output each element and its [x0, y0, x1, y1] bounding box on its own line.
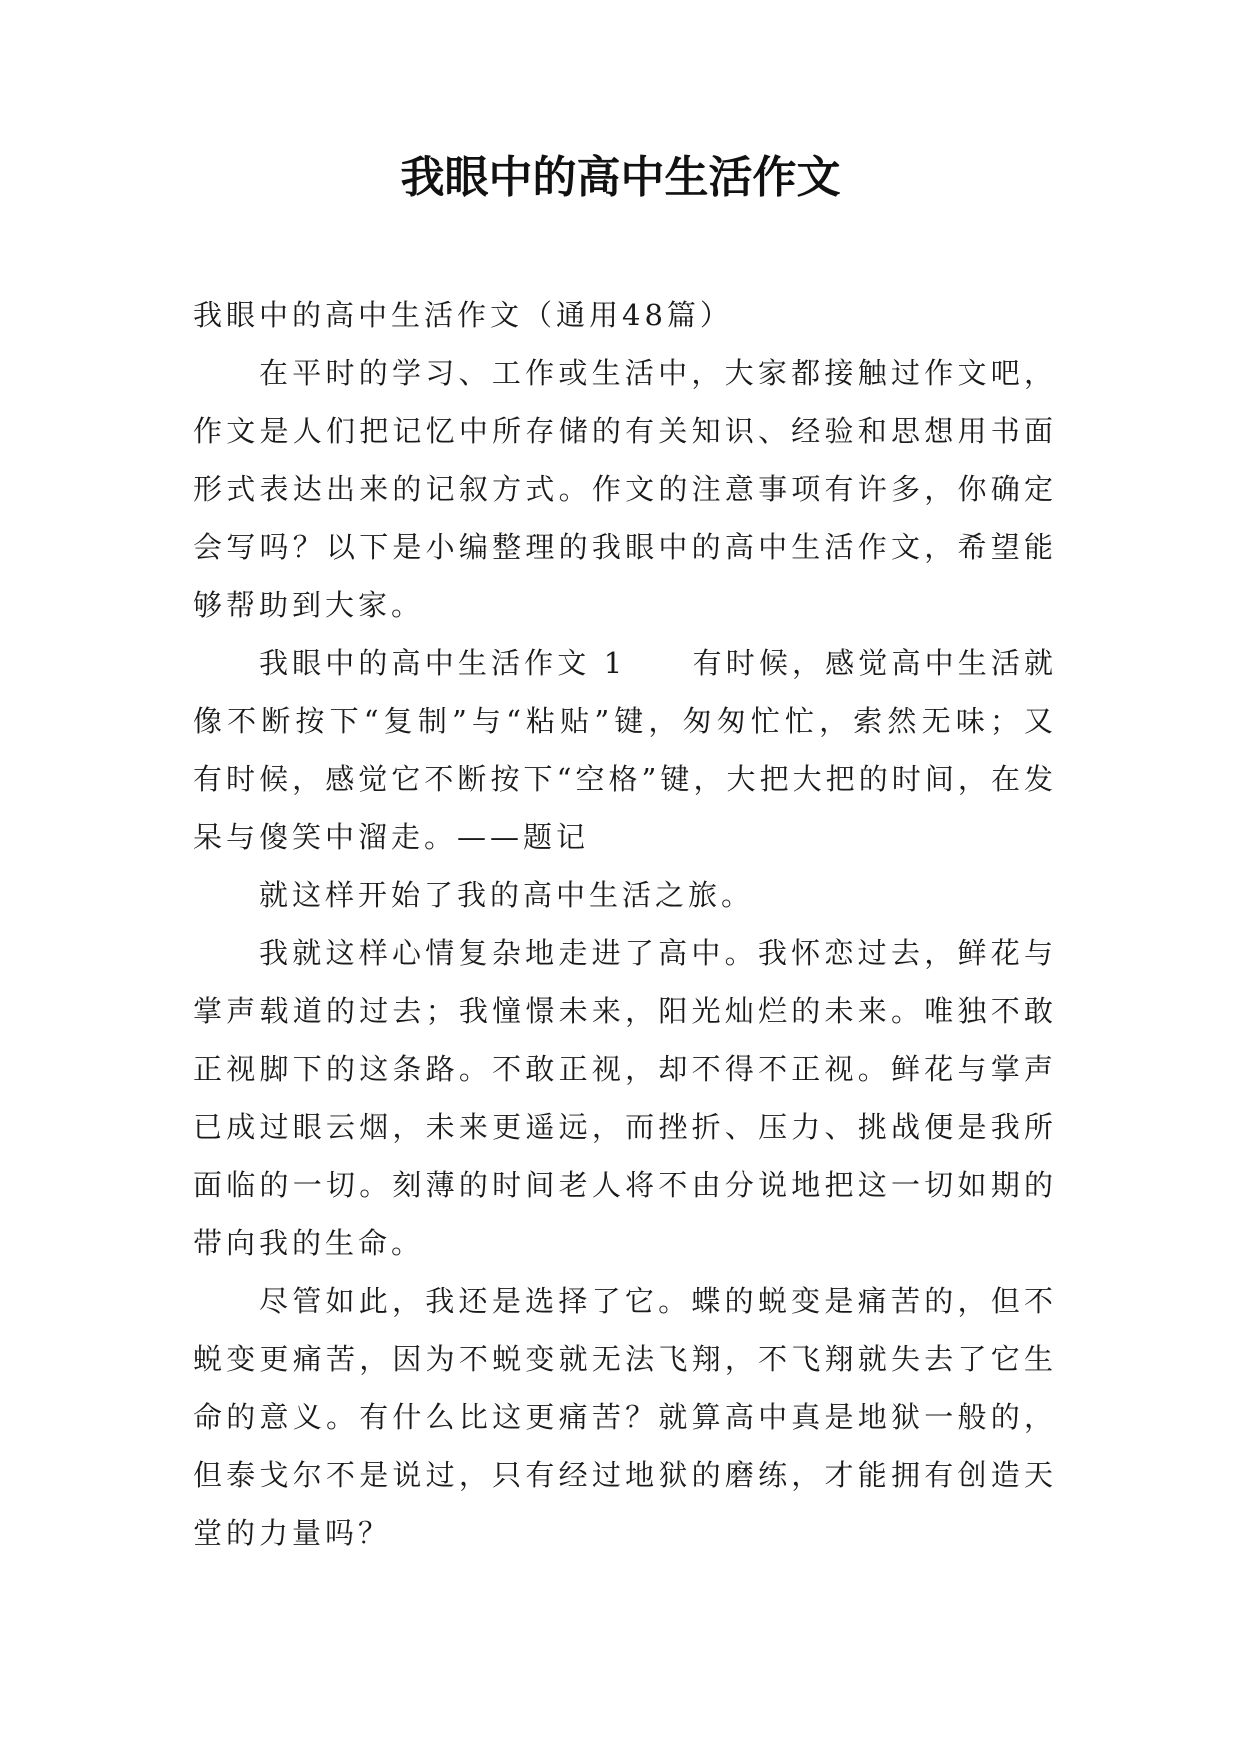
body-paragraph: 我就这样心情复杂地走进了高中。我怀恋过去，鲜花与掌声载道的过去；我憧憬未来，阳光灿烂的未来。唯独不敢正视脚下的这条路。不敢正视，却不得不正视。鲜花与掌声已成过眼云烟，未来更遥远，而挫折、压力、挑战便是我所面临的一切。刻薄的时间老人将不由分说地把这一切如期的带向我的生命。 [193, 936, 1057, 1260]
body-paragraph: 尽管如此，我还是选择了它。蝶的蜕变是痛苦的，但不蜕变更痛苦，因为不蜕变就无法飞翔，不飞翔就失去了它生命的意义。有什么比这更痛苦？就算高中真是地狱一般的，但泰戈尔不是说过，只有经过地狱的磨练，才能拥有创造天堂的力量吗？ [193, 1284, 1057, 1550]
subtitle-paragraph: 我眼中的高中生活作文（通用48篇） [193, 298, 733, 332]
body-paragraph: 就这样开始了我的高中生活之旅。 [259, 878, 755, 912]
intro-paragraph: 在平时的学习、工作或生活中，大家都接触过作文吧，作文是人们把记忆中所存储的有关知识、经验和思想用书面形式表达出来的记叙方式。作文的注意事项有许多，你确定会写吗？以下是小编整理的我眼中的高中生活作文，希望能够帮助到大家。 [193, 356, 1057, 622]
document-body [193, 286, 1057, 1562]
essay-1-opening-paragraph: 我眼中的高中生活作文 1 有时候，感觉高中生活就像不断按下“复制”与“粘贴”键，匆匆忙忙，索然无味；又有时候，感觉它不断按下“空格”键，大把大把的时间，在发呆与傻笑中溜走。——题记 [193, 646, 1057, 854]
document-title: 我眼中的高中生活作文 [400, 152, 841, 203]
